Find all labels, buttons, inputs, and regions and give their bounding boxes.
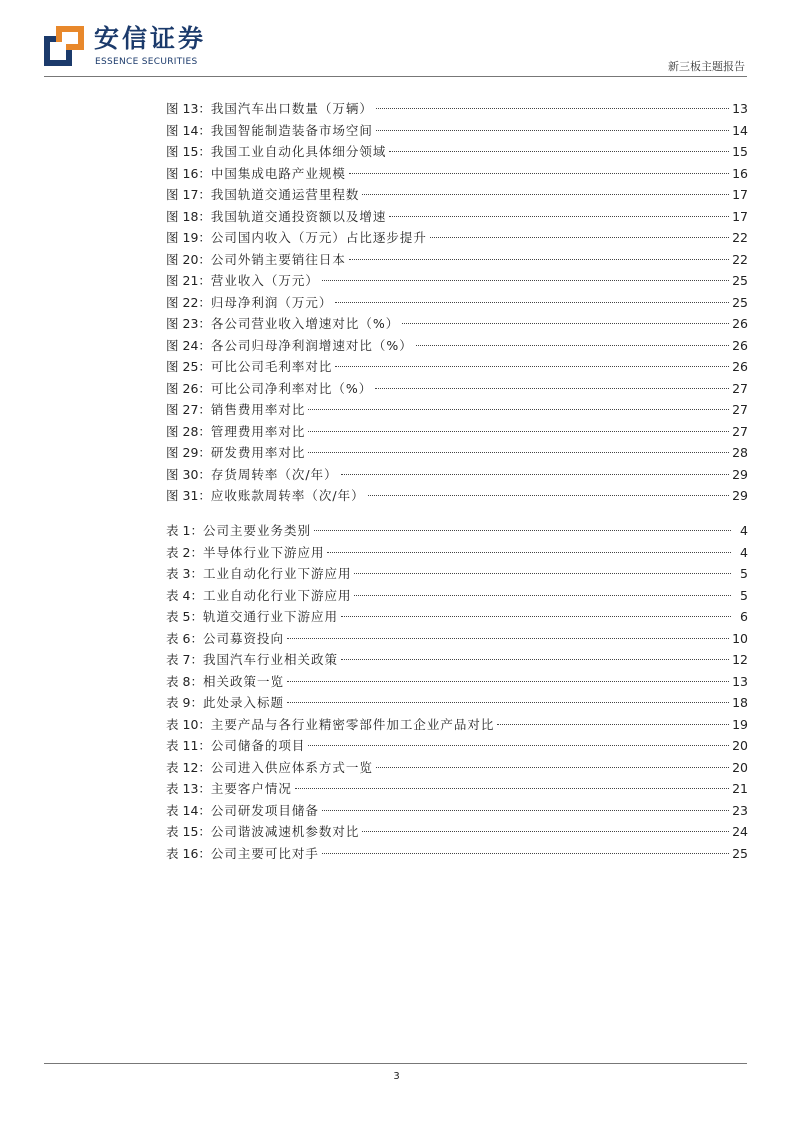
toc-entry-title: 各公司营业收入增速对比（%） [210,316,400,331]
toc-entry-page: 17 [732,187,748,202]
toc-entry-title: 公司研发项目储备 [210,802,319,818]
toc-entry-prefix: 表 [166,544,179,560]
figure-toc-entry[interactable]: 图 13 ： 我国汽车出口数量（万辆） 13 [166,98,748,120]
figure-toc-entry[interactable]: 图 23 ： 各公司营业收入增速对比（%） 26 [166,313,748,335]
toc-entry-page: 12 [732,652,748,667]
table-toc-entry[interactable]: 表 4 ： 工业自动化行业下游应用 5 [166,585,748,607]
toc-entry-prefix: 表 [166,802,179,818]
toc-entry-page: 5 [740,587,748,603]
toc-entry-number: 12 [182,759,199,775]
toc-entry-number: 5 [182,609,191,624]
toc-dot-leader [349,258,729,260]
toc-entry-prefix: 表 [166,845,179,861]
toc-dot-leader [416,344,729,346]
toc-dot-leader [362,830,729,832]
toc-entry-page: 18 [732,695,748,710]
table-toc-entry[interactable]: 表 9 ： 此处录入标题 18 [166,692,748,714]
toc-entry-page: 13 [732,101,748,116]
toc-entry-number: 1 [182,523,191,538]
table-toc-entry[interactable]: 表 13 ： 主要客户情况 21 [166,778,748,800]
toc-entry-page: 25 [732,294,748,310]
toc-dot-leader [308,744,729,746]
toc-entry-title: 我国汽车行业相关政策 [202,652,338,667]
toc-entry-title: 可比公司净利率对比（%） [210,380,373,396]
toc-dot-leader [497,723,729,725]
toc-dot-leader [327,551,731,553]
figure-toc-entry[interactable]: 图 26 ： 可比公司净利率对比（%） 27 [166,378,748,400]
toc-dot-leader [341,615,731,617]
figure-toc-entry[interactable]: 图 24 ： 各公司归母净利润增速对比（%） 26 [166,335,748,357]
toc-entry-title: 公司谐波减速机参数对比 [210,824,360,839]
toc-entry-number: 31 [182,488,199,503]
toc-entry-title: 相关政策一览 [202,673,284,689]
toc-entry-title: 可比公司毛利率对比 [210,359,333,374]
toc-entry-prefix: 表 [166,695,179,710]
toc-entry-number: 25 [182,359,199,374]
table-toc-entry[interactable]: 表 1 ： 公司主要业务类别 4 [166,520,748,542]
toc-entry-prefix: 图 [166,273,179,288]
toc-entry-page: 17 [732,208,748,224]
essence-logo-icon [44,26,84,70]
toc-dot-leader [368,494,729,496]
toc-entry-prefix: 表 [166,738,179,753]
figure-toc-entry[interactable]: 图 16 ： 中国集成电路产业规模 16 [166,163,748,185]
toc-entry-prefix: 表 [166,566,179,581]
toc-entry-number: 3 [182,566,191,581]
figures-toc-list [166,98,748,507]
toc-dot-leader [308,451,729,453]
toc-entry-page: 27 [732,380,748,396]
toc-entry-number: 30 [182,466,199,482]
toc-entry-number: 21 [182,273,199,288]
page-number: 3 [393,1071,400,1082]
toc-entry-page: 5 [740,566,748,581]
toc-entry-number: 16 [182,165,199,181]
figure-toc-entry[interactable]: 图 30 ： 存货周转率（次/年） 29 [166,464,748,486]
toc-dot-leader [287,680,729,682]
toc-entry-number: 26 [182,380,199,396]
toc-dot-leader [354,572,731,574]
toc-entry-page: 14 [732,122,748,138]
figure-toc-entry[interactable]: 图 28 ： 管理费用率对比 27 [166,421,748,443]
toc-entry-page: 15 [732,144,748,159]
toc-dot-leader [322,852,729,854]
toc-entry-prefix: 图 [166,466,179,482]
toc-entry-number: 4 [182,587,191,603]
toc-dot-leader [430,236,729,238]
toc-entry-number: 6 [182,630,191,646]
figure-toc-entry[interactable]: 图 22 ： 归母净利润（万元） 25 [166,292,748,314]
toc-dot-leader [376,107,729,109]
toc-entry-number: 16 [182,845,199,861]
toc-entry-title: 此处录入标题 [202,695,284,710]
figure-toc-entry[interactable]: 图 15 ： 我国工业自动化具体细分领域 15 [166,141,748,163]
toc-entry-prefix: 表 [166,630,179,646]
toc-entry-number: 20 [182,251,199,267]
toc-entry-title: 主要产品与各行业精密零部件加工企业产品对比 [210,716,495,732]
toc-entry-page: 23 [732,802,748,818]
table-toc-entry[interactable]: 表 16 ： 公司主要可比对手 25 [166,843,748,865]
page-header [0,0,793,78]
toc-entry-page: 22 [732,230,748,245]
table-toc-entry[interactable]: 表 12 ： 公司进入供应体系方式一览 20 [166,757,748,779]
toc-entry-number: 8 [182,673,191,689]
toc-entry-prefix: 表 [166,716,179,732]
toc-entry-prefix: 图 [166,187,179,202]
toc-entry-title: 公司募资投向 [202,630,284,646]
toc-entry-number: 17 [182,187,199,202]
figure-toc-entry[interactable]: 图 25 ： 可比公司毛利率对比 26 [166,356,748,378]
toc-entry-title: 应收账款周转率（次/年） [210,488,365,503]
toc-entry-title: 营业收入（万元） [210,273,319,288]
toc-dot-leader [354,594,731,596]
toc-entry-title: 我国轨道交通投资额以及增速 [210,208,387,224]
figure-toc-entry[interactable]: 图 18 ： 我国轨道交通投资额以及增速 17 [166,206,748,228]
toc-entry-page: 27 [732,423,748,439]
toc-entry-title: 半导体行业下游应用 [202,544,325,560]
figure-toc-entry[interactable]: 图 20 ： 公司外销主要销往日本 22 [166,249,748,271]
toc-entry-number: 13 [182,101,199,116]
toc-dot-leader [314,529,731,531]
toc-entry-page: 13 [732,673,748,689]
toc-entry-page: 10 [732,630,748,646]
toc-entry-title: 主要客户情况 [210,781,292,796]
toc-entry-title: 我国工业自动化具体细分领域 [210,144,387,159]
report-type-label: 新三板主题报告 [668,60,745,73]
header-divider [44,76,747,77]
toc-dot-leader [308,430,729,432]
toc-entry-number: 11 [182,738,199,753]
toc-entry-number: 27 [182,402,199,417]
toc-dot-leader [376,766,729,768]
tables-toc-list [166,520,748,864]
toc-entry-prefix: 表 [166,824,179,839]
toc-dot-leader [362,193,729,195]
table-toc-entry[interactable]: 表 2 ： 半导体行业下游应用 4 [166,542,748,564]
toc-dot-leader [389,150,729,152]
toc-entry-title: 中国集成电路产业规模 [210,165,346,181]
toc-entry-page: 26 [732,337,748,353]
toc-entry-number: 14 [182,122,199,138]
toc-entry-title: 公司进入供应体系方式一览 [210,759,373,775]
table-toc-entry[interactable]: 表 10 ： 主要产品与各行业精密零部件加工企业产品对比 19 [166,714,748,736]
table-toc-entry[interactable]: 表 5 ： 轨道交通行业下游应用 6 [166,606,748,628]
toc-entry-title: 我国轨道交通运营里程数 [210,187,360,202]
toc-entry-page: 29 [732,466,748,482]
toc-entry-page: 25 [732,845,748,861]
toc-entry-prefix: 表 [166,609,179,624]
toc-dot-leader [376,129,729,131]
toc-entry-number: 19 [182,230,199,245]
toc-entry-page: 28 [732,445,748,460]
table-toc-entry[interactable]: 表 11 ： 公司储备的项目 20 [166,735,748,757]
figure-toc-entry[interactable]: 图 19 ： 公司国内收入（万元）占比逐步提升 22 [166,227,748,249]
toc-entry-number: 2 [182,544,191,560]
toc-dot-leader [349,172,729,174]
toc-dot-leader [308,408,729,410]
toc-entry-prefix: 表 [166,523,179,538]
toc-entry-title: 公司主要可比对手 [210,845,319,861]
toc-dot-leader [322,809,729,811]
toc-entry-page: 22 [732,251,748,267]
toc-entry-title: 公司储备的项目 [210,738,306,753]
toc-entry-number: 13 [182,781,199,796]
toc-entry-prefix: 图 [166,359,179,374]
figure-toc-entry[interactable]: 图 31 ： 应收账款周转率（次/年） 29 [166,485,748,507]
toc-entry-title: 销售费用率对比 [210,402,306,417]
toc-entry-number: 10 [182,716,199,732]
toc-entry-prefix: 图 [166,294,179,310]
toc-dot-leader [375,387,729,389]
toc-entry-page: 27 [732,402,748,417]
toc-entry-title: 工业自动化行业下游应用 [202,566,352,581]
toc-entry-prefix: 图 [166,144,179,159]
brand-name-chinese: 安信证券 [94,24,207,53]
toc-dot-leader [295,787,729,789]
toc-dot-leader [341,658,729,660]
toc-entry-number: 28 [182,423,199,439]
toc-entry-number: 14 [182,802,199,818]
figure-toc-entry[interactable]: 图 14 ： 我国智能制造装备市场空间 14 [166,120,748,142]
figure-toc-entry[interactable]: 图 27 ： 销售费用率对比 27 [166,399,748,421]
toc-entry-prefix: 表 [166,781,179,796]
toc-dot-leader [402,322,729,324]
toc-entry-page: 26 [732,359,748,374]
toc-entry-prefix: 图 [166,101,179,116]
table-toc-entry[interactable]: 表 15 ： 公司谐波减速机参数对比 24 [166,821,748,843]
toc-dot-leader [341,473,729,475]
figure-toc-entry[interactable]: 图 17 ： 我国轨道交通运营里程数 17 [166,184,748,206]
toc-dot-leader [322,279,729,281]
toc-entry-prefix: 图 [166,230,179,245]
toc-dot-leader [335,365,729,367]
toc-entry-prefix: 图 [166,445,179,460]
toc-entry-prefix: 图 [166,316,179,331]
toc-dot-leader [335,301,729,303]
table-toc-entry[interactable]: 表 14 ： 公司研发项目储备 23 [166,800,748,822]
toc-entry-number: 7 [182,652,191,667]
toc-entry-prefix: 图 [166,423,179,439]
toc-dot-leader [287,701,729,703]
figure-toc-entry[interactable]: 图 21 ： 营业收入（万元） 25 [166,270,748,292]
toc-entry-page: 4 [740,523,748,538]
toc-entry-page: 25 [732,273,748,288]
toc-entry-page: 19 [732,716,748,732]
toc-entry-page: 20 [732,759,748,775]
toc-dot-leader [287,637,729,639]
toc-entry-page: 4 [740,544,748,560]
toc-entry-title: 各公司归母净利润增速对比（%） [210,337,413,353]
toc-entry-title: 公司主要业务类别 [202,523,311,538]
table-toc-entry[interactable]: 表 8 ： 相关政策一览 13 [166,671,748,693]
toc-entry-prefix: 图 [166,122,179,138]
toc-entry-page: 26 [732,316,748,331]
toc-entry-title: 公司国内收入（万元）占比逐步提升 [210,230,427,245]
toc-entry-number: 9 [182,695,191,710]
toc-entry-number: 22 [182,294,199,310]
toc-entry-prefix: 表 [166,759,179,775]
toc-entry-prefix: 图 [166,208,179,224]
toc-entry-title: 工业自动化行业下游应用 [202,587,352,603]
table-toc-entry[interactable]: 表 7 ： 我国汽车行业相关政策 12 [166,649,748,671]
table-toc-entry[interactable]: 表 6 ： 公司募资投向 10 [166,628,748,650]
toc-entry-page: 6 [740,609,748,624]
toc-entry-title: 管理费用率对比 [210,423,306,439]
toc-entry-title: 轨道交通行业下游应用 [202,609,338,624]
toc-entry-number: 18 [182,208,199,224]
toc-entry-title: 我国汽车出口数量（万辆） [210,101,373,116]
toc-entry-page: 16 [732,165,748,181]
toc-entry-title: 研发费用率对比 [210,445,306,460]
toc-entry-number: 15 [182,824,199,839]
toc-entry-page: 21 [732,781,748,796]
table-toc-entry[interactable]: 表 3 ： 工业自动化行业下游应用 5 [166,563,748,585]
toc-entry-prefix: 图 [166,337,179,353]
toc-entry-prefix: 图 [166,402,179,417]
footer-divider [44,1063,747,1064]
toc-entry-prefix: 图 [166,165,179,181]
brand-name-english: ESSENCE SECURITIES [95,57,198,67]
toc-entry-title: 存货周转率（次/年） [210,466,338,482]
toc-entry-prefix: 图 [166,251,179,267]
toc-entry-prefix: 表 [166,673,179,689]
toc-entry-title: 归母净利润（万元） [210,294,333,310]
figure-toc-entry[interactable]: 图 29 ： 研发费用率对比 28 [166,442,748,464]
toc-entry-prefix: 图 [166,380,179,396]
toc-dot-leader [389,215,729,217]
toc-entry-page: 20 [732,738,748,753]
toc-entry-number: 15 [182,144,199,159]
toc-entry-number: 23 [182,316,199,331]
toc-entry-prefix: 表 [166,587,179,603]
toc-entry-title: 我国智能制造装备市场空间 [210,122,373,138]
toc-entry-prefix: 表 [166,652,179,667]
toc-entry-number: 29 [182,445,199,460]
toc-entry-number: 24 [182,337,199,353]
toc-entry-prefix: 图 [166,488,179,503]
toc-entry-title: 公司外销主要销往日本 [210,251,346,267]
toc-entry-page: 29 [732,488,748,503]
toc-entry-page: 24 [732,824,748,839]
